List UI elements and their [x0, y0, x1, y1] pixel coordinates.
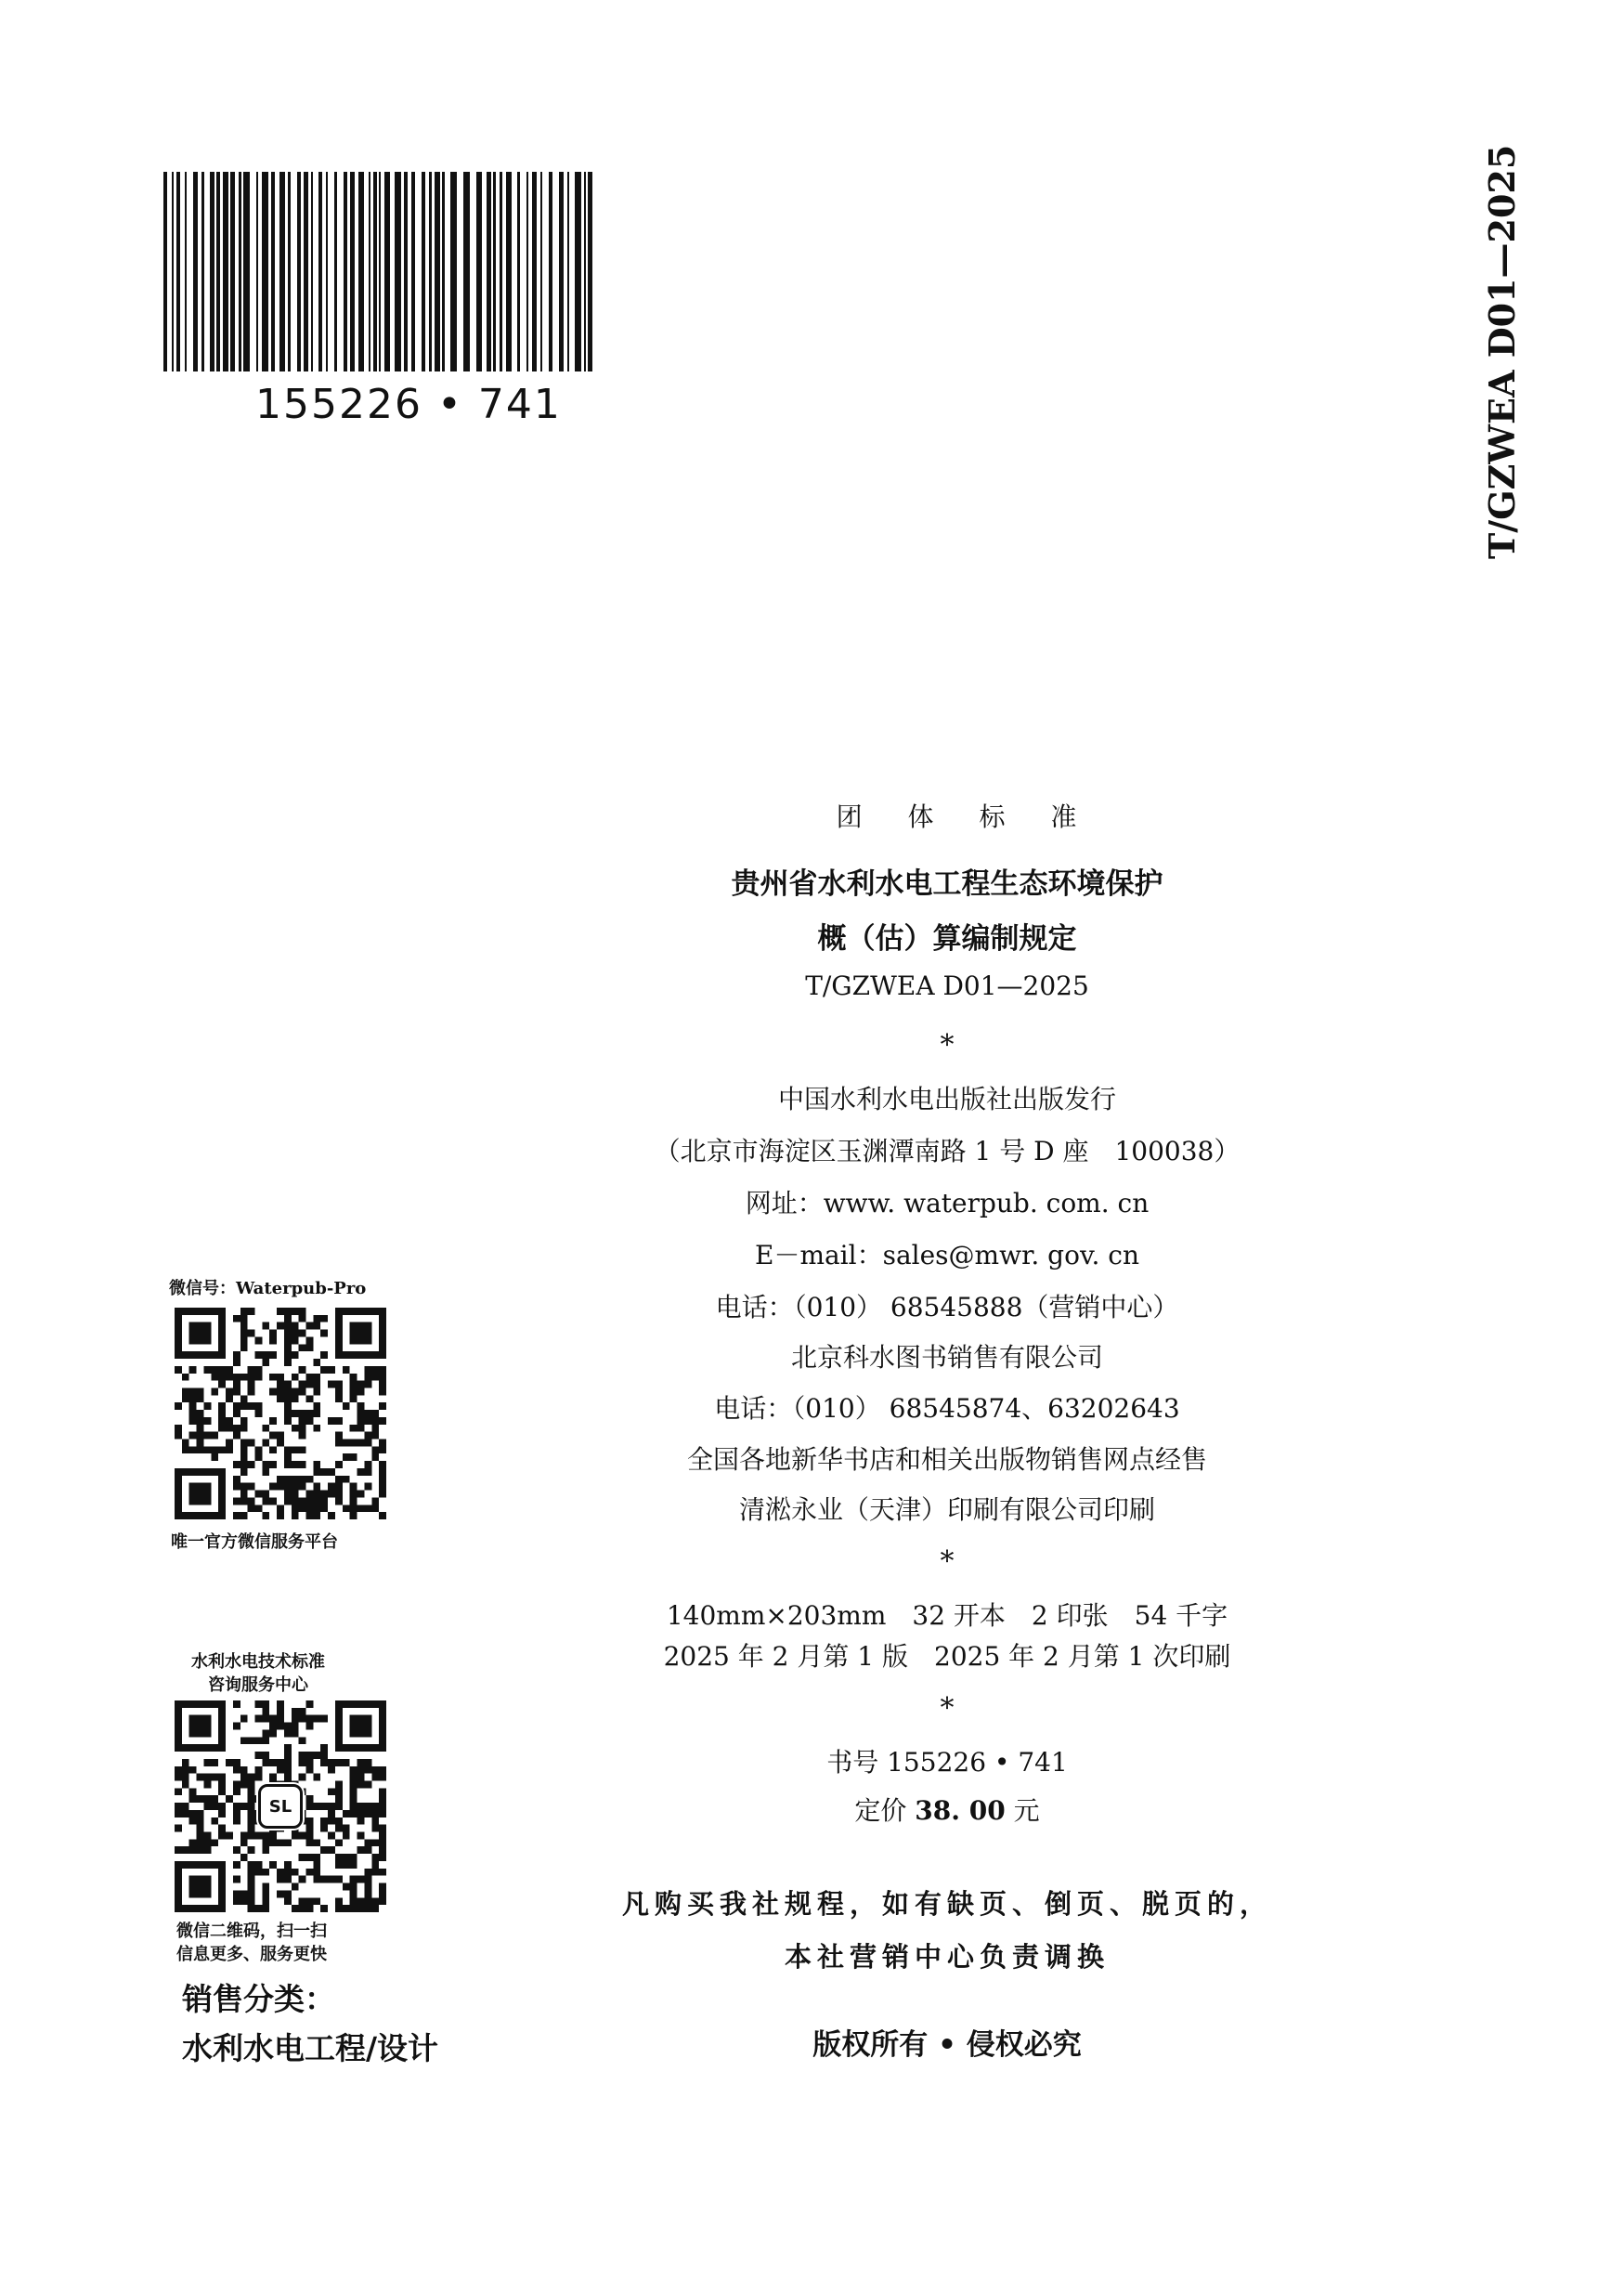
price-value: 38. 00	[915, 1795, 1006, 1826]
phone-distributor: 电话：（010） 68545874、63202643	[714, 1393, 1180, 1424]
qr1-caption-bottom: 唯一官方微信服务平台	[171, 1532, 338, 1552]
qr2-caption-top-1: 水利水电技术标准	[191, 1652, 325, 1672]
standard-code: T/GZWEA D01—2025	[805, 971, 1089, 1001]
separator-1: *	[940, 1029, 955, 1062]
price-label: 定价	[854, 1795, 916, 1826]
publisher: 中国水利水电出版社出版发行	[777, 1084, 1116, 1114]
email: E－mail：sales@mwr. gov. cn	[755, 1240, 1139, 1270]
title-line-2: 概（估）算编制规定	[817, 922, 1077, 956]
qr1-caption-top: 微信号：Waterpub-Pro	[169, 1279, 367, 1298]
book-number: 书号 155226 • 741	[826, 1747, 1068, 1778]
barcode	[163, 172, 592, 371]
title-line-1: 贵州省水利水电工程生态环境保护	[731, 867, 1163, 901]
qr2-center-logo	[256, 1782, 305, 1830]
price	[594, 1791, 1300, 1828]
side-standard-code: T/GZWEA D01—2025	[1481, 144, 1523, 559]
qr2-caption-top-2: 咨询服务中心	[208, 1675, 308, 1695]
separator-2: *	[940, 1545, 955, 1578]
separator-3: *	[940, 1692, 955, 1725]
replacement-notice-1: 凡购买我社规程，如有缺页、倒页、脱页的，	[621, 1888, 1272, 1920]
website: 网址：www. waterpub. com. cn	[745, 1188, 1150, 1218]
sales-category-label: 销售分类：	[182, 1981, 335, 2017]
wechat-qr-code[interactable]	[175, 1308, 386, 1519]
sl-logo-text: SL	[258, 1784, 303, 1829]
barcode-number: 155226 • 741	[255, 381, 562, 428]
edition: 2025 年 2 月第 1 版 2025 年 2 月第 1 次印刷	[663, 1641, 1231, 1672]
phone-marketing: 电话：（010） 68545888（营销中心）	[715, 1292, 1179, 1322]
distributor: 北京科水图书销售有限公司	[790, 1342, 1103, 1373]
copyright-notice: 版权所有 • 侵权必究	[812, 2028, 1082, 2062]
price-unit: 元	[1005, 1795, 1040, 1826]
replacement-notice-2: 本社营销中心负责调换	[784, 1941, 1110, 1973]
standard-category: 团 体 标 准	[836, 801, 1096, 832]
book-specs: 140mm×203mm 32 开本 2 印张 54 千字	[666, 1600, 1228, 1631]
publisher-address: （北京市海淀区玉渊潭南路 1 号 D 座 100038）	[654, 1136, 1241, 1166]
printer: 清淞永业（天津）印刷有限公司印刷	[738, 1494, 1155, 1525]
qr2-caption-bottom-2: 信息更多、服务更快	[176, 1945, 327, 1964]
qr2-caption-bottom-1: 微信二维码，扫一扫	[176, 1922, 327, 1941]
sales-category-value: 水利水电工程/设计	[182, 2030, 439, 2066]
standards-qr-wrapper	[175, 1700, 386, 1912]
sellers: 全国各地新华书店和相关出版物销售网点经售	[686, 1444, 1207, 1475]
